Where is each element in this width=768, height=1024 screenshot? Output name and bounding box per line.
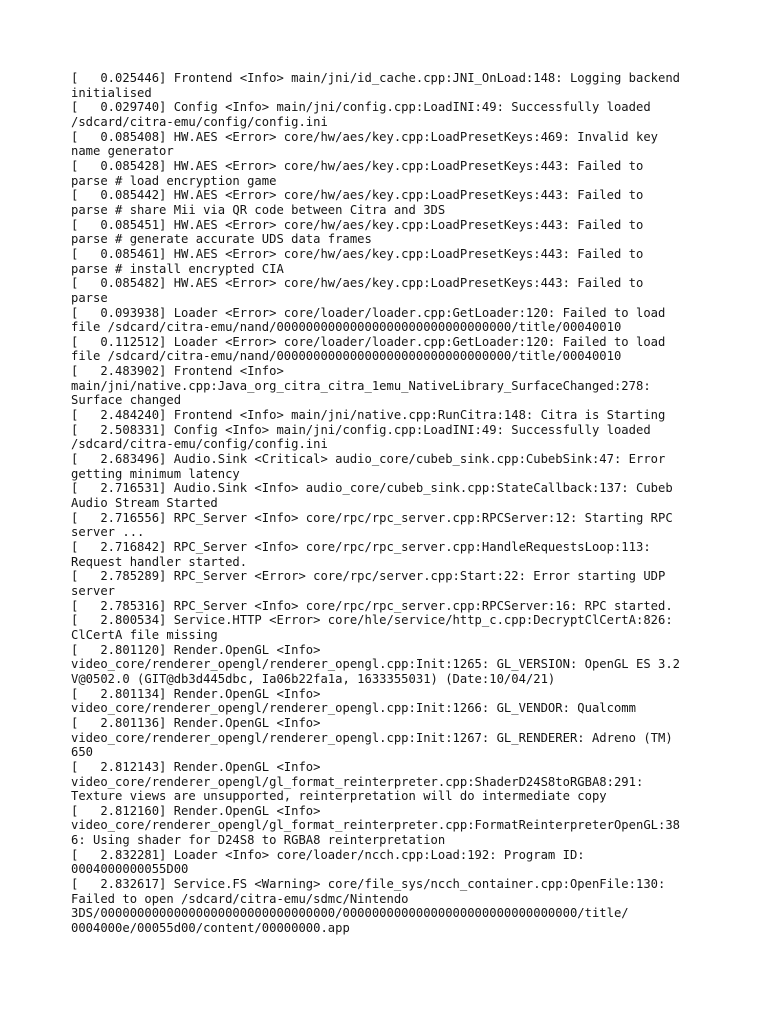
log-line: [ 2.812143] Render.OpenGL <Info>: [71, 759, 321, 774]
log-line: [ 2.716531] Audio.Sink <Info> audio_core/cubeb_sink.cpp:StateCallback:137: Cubeb: [71, 481, 673, 496]
log-line: file /sdcard/citra-emu/nand/00000000000000000000000000000000/title/00040010: [71, 320, 622, 335]
log-line: main/jni/native.cpp:Java_org_citra_citra_1emu_NativeLibrary_SurfaceChanged:278:: [71, 378, 651, 393]
log-line: /sdcard/citra-emu/config/config.ini: [71, 437, 328, 452]
log-document-page: [71, 71, 701, 971]
log-line: 0004000000055D00: [71, 862, 189, 877]
log-line: [ 0.085451] HW.AES <Error> core/hw/aes/key.cpp:LoadPresetKeys:443: Failed to: [71, 217, 644, 232]
log-line: ClCertA file missing: [71, 627, 218, 642]
log-line: /sdcard/citra-emu/config/config.ini: [71, 114, 328, 129]
log-line: [ 0.025446] Frontend <Info> main/jni/id_cache.cpp:JNI_OnLoad:148: Logging backend: [71, 71, 681, 85]
log-line: file /sdcard/citra-emu/nand/00000000000000000000000000000000/title/00040010: [71, 349, 622, 364]
log-line: [ 2.785316] RPC_Server <Info> core/rpc/rpc_server.cpp:RPCServer:16: RPC started.: [71, 598, 673, 613]
log-line: V@0502.0 (GIT@db3d445dbc, Ia06b22fa1a, 1633355031) (Date:10/04/21): [71, 671, 556, 686]
log-line: Texture views are unsupported, reinterpretation will do intermediate copy: [71, 789, 607, 804]
log-text: [71, 71, 701, 936]
log-line: video_core/renderer_opengl/gl_format_reinterpreter.cpp:ShaderD24S8toRGBA8:291:: [71, 774, 644, 789]
log-line: [ 2.801134] Render.OpenGL <Info>: [71, 686, 321, 701]
log-line: server: [71, 583, 116, 598]
log-line: server ...: [71, 525, 145, 540]
log-line: parse # load encryption game: [71, 173, 277, 188]
log-line: 3DS/00000000000000000000000000000000/00000000000000000000000000000000/title/: [71, 906, 629, 921]
log-line: 0004000e/00055d00/content/00000000.app: [71, 921, 350, 936]
log-line: [ 2.785289] RPC_Server <Error> core/rpc/server.cpp:Start:22: Error starting UDP: [71, 569, 666, 584]
log-line: [ 2.483902] Frontend <Info>: [71, 364, 284, 379]
log-line: parse # install encrypted CIA: [71, 261, 284, 276]
log-line: parse # generate accurate UDS data frames: [71, 232, 372, 247]
log-line: [ 2.508331] Config <Info> main/jni/config.cpp:LoadINI:49: Successfully loaded: [71, 422, 651, 437]
log-line: [ 2.832617] Service.FS <Warning> core/file_sys/ncch_container.cpp:OpenFile:130:: [71, 877, 666, 892]
log-line: 6: Using shader for D24S8 to RGBA8 reinterpretation: [71, 833, 446, 848]
log-line: [ 2.716842] RPC_Server <Info> core/rpc/rpc_server.cpp:HandleRequestsLoop:113:: [71, 540, 651, 554]
log-line: video_core/renderer_opengl/renderer_opengl.cpp:Init:1265: GL_VERSION: OpenGL ES 3.2: [71, 657, 681, 672]
log-line: Audio Stream Started: [71, 496, 218, 511]
log-line: [ 2.812160] Render.OpenGL <Info>: [71, 803, 321, 818]
log-line: [ 2.801136] Render.OpenGL <Info>: [71, 715, 321, 730]
log-line: getting minimum latency: [71, 466, 240, 481]
log-line: [ 2.801120] Render.OpenGL <Info>: [71, 642, 321, 657]
log-line: [ 2.800534] Service.HTTP <Error> core/hle/service/http_c.cpp:DecryptClCertA:826:: [71, 613, 673, 628]
log-line: [ 0.093938] Loader <Error> core/loader/loader.cpp:GetLoader:120: Failed to load: [71, 305, 666, 320]
log-line: video_core/renderer_opengl/renderer_opengl.cpp:Init:1267: GL_RENDERER: Adreno (TM): [71, 730, 673, 745]
log-line: [ 0.029740] Config <Info> main/jni/config.cpp:LoadINI:49: Successfully loaded: [71, 100, 651, 115]
log-line: [ 0.085408] HW.AES <Error> core/hw/aes/key.cpp:LoadPresetKeys:469: Invalid key: [71, 129, 658, 144]
log-line: parse: [71, 290, 108, 305]
log-line: [ 2.484240] Frontend <Info> main/jni/native.cpp:RunCitra:148: Citra is Starting: [71, 408, 666, 423]
log-line: parse # share Mii via QR code between Citra and 3DS: [71, 202, 446, 217]
log-line: [ 0.085428] HW.AES <Error> core/hw/aes/key.cpp:LoadPresetKeys:443: Failed to: [71, 158, 644, 173]
log-line: initialised: [71, 85, 152, 100]
log-line: [ 2.683496] Audio.Sink <Critical> audio_core/cubeb_sink.cpp:CubebSink:47: Error: [71, 452, 666, 467]
log-line: video_core/renderer_opengl/gl_format_reinterpreter.cpp:FormatReinterpreterOpenGL:38: [71, 818, 681, 833]
log-line: Failed to open /sdcard/citra-emu/sdmc/Nintendo: [71, 891, 409, 906]
log-line: [ 0.085442] HW.AES <Error> core/hw/aes/key.cpp:LoadPresetKeys:443: Failed to: [71, 188, 644, 203]
log-line: [ 2.716556] RPC_Server <Info> core/rpc/rpc_server.cpp:RPCServer:12: Starting RPC: [71, 510, 673, 525]
log-line: [ 0.085461] HW.AES <Error> core/hw/aes/key.cpp:LoadPresetKeys:443: Failed to: [71, 246, 644, 261]
log-line: [ 0.112512] Loader <Error> core/loader/loader.cpp:GetLoader:120: Failed to load: [71, 334, 666, 349]
log-line: video_core/renderer_opengl/renderer_opengl.cpp:Init:1266: GL_VENDOR: Qualcomm: [71, 701, 636, 716]
log-line: 650: [71, 745, 94, 760]
log-line: [ 2.832281] Loader <Info> core/loader/ncch.cpp:Load:192: Program ID:: [71, 847, 585, 862]
log-line: Surface changed: [71, 393, 182, 408]
log-line: Request handler started.: [71, 554, 248, 569]
log-line: name generator: [71, 144, 174, 159]
log-line: [ 0.085482] HW.AES <Error> core/hw/aes/key.cpp:LoadPresetKeys:443: Failed to: [71, 276, 644, 291]
